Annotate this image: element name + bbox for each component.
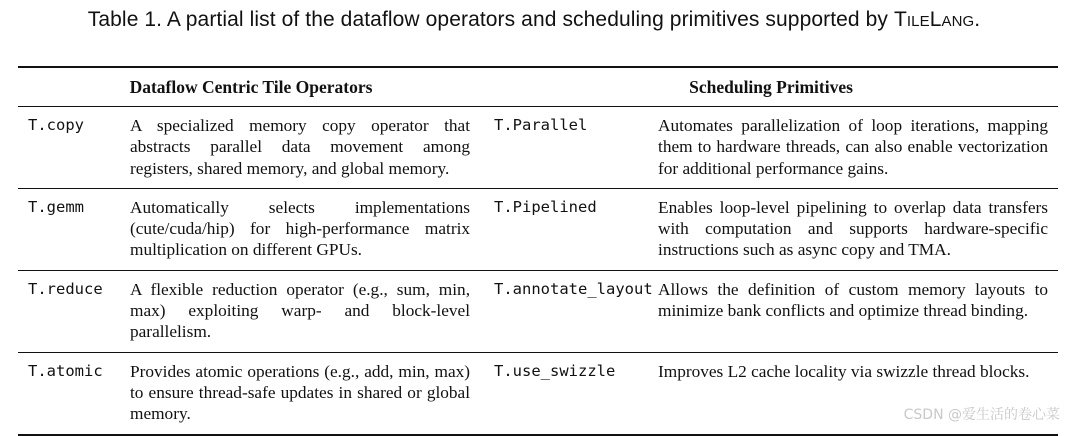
- table-row: [18, 188, 1058, 270]
- header-row: [18, 67, 1058, 107]
- caption-suffix: .: [974, 8, 981, 31]
- primitive-name: T.use_swizzle: [494, 361, 616, 380]
- caption-prefix: Table 1. A partial list of the dataflow operators and scheduling primitives supported by: [87, 8, 894, 31]
- watermark: CSDN @爱生活的卷心菜: [903, 407, 1060, 423]
- operators-table: [18, 66, 1058, 436]
- header-scheduling-primitives: Scheduling Primitives: [689, 76, 853, 97]
- primitive-name: T.Parallel: [494, 116, 588, 134]
- operator-description: A specialized memory copy operator that abstracts parallel data movement among registers, shared memory, and global memory.: [130, 116, 471, 178]
- operator-name: T.reduce: [28, 279, 103, 298]
- primitive-description: Automates parallelization of loop iterations, mapping them to hardware threads, can also enable vectorization for additional performance gains.: [658, 116, 1049, 178]
- primitive-name: T.annotate_layout: [494, 279, 653, 298]
- operator-name: T.atomic: [28, 361, 103, 380]
- table-caption: [0, 8, 1068, 32]
- primitive-description: Improves L2 cache locality via swizzle thread blocks.: [658, 361, 1030, 381]
- operator-name: T.copy: [28, 116, 84, 134]
- operator-description: Provides atomic operations (e.g., add, min, max) to ensure thread-safe updates in shared or global memory.: [130, 361, 471, 424]
- primitive-description: Enables loop-level pipelining to overlap data transfers with computation and supports hardware-specific instructions such as async copy and TMA.: [658, 197, 1049, 260]
- primitive-name: T.Pipelined: [494, 197, 597, 216]
- table-row: [18, 270, 1058, 352]
- table-row: [18, 352, 1058, 434]
- operator-name: T.gemm: [28, 197, 84, 216]
- caption-name: TileLang: [893, 8, 975, 31]
- operator-description: Automatically selects implementations (cute/cuda/hip) for high-performance matrix multiplication on different GPUs.: [130, 197, 471, 260]
- table-row: [18, 107, 1058, 189]
- primitive-description: Allows the definition of custom memory layouts to minimize bank conflicts and optimize thread binding.: [658, 279, 1049, 321]
- operator-description: A flexible reduction operator (e.g., sum, min, max) exploiting warp- and block-level parallelism.: [130, 279, 471, 342]
- header-tile-operators: Dataflow Centric Tile Operators: [129, 76, 373, 97]
